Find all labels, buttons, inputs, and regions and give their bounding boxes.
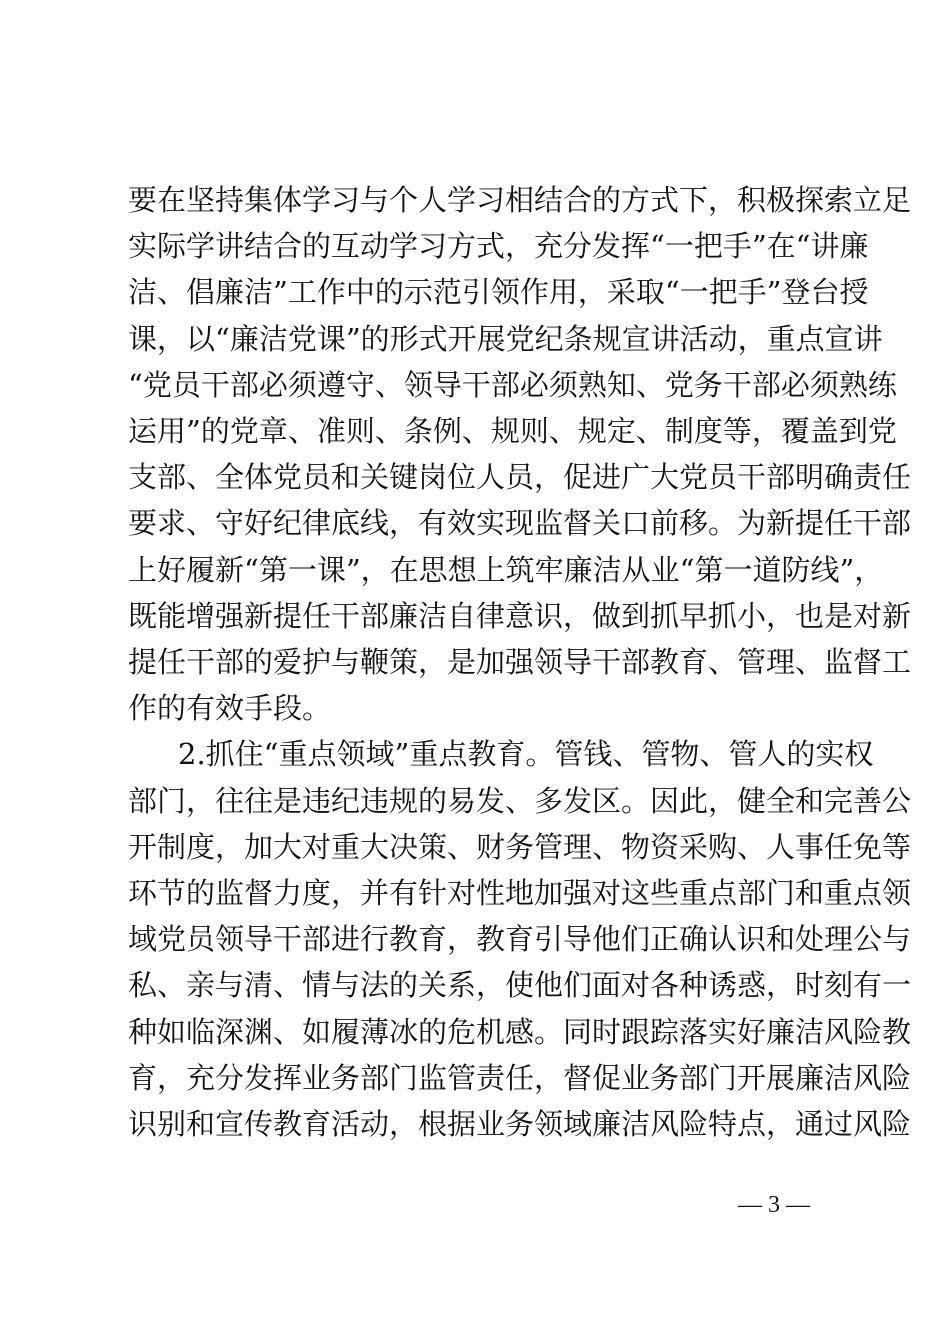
text-line: 私、亲与清、情与法的关系，使他们面对各种诱惑，时刻有一: [128, 968, 912, 1003]
text-line: 部门，往往是违纪违规的易发、多发区。因此，健全和完善公: [128, 783, 912, 818]
text-line: 育，充分发挥业务部门监管责任，督促业务部门开展廉洁风险: [128, 1060, 912, 1095]
text-line: 识别和宣传教育活动，根据业务领域廉洁风险特点，通过风险: [128, 1107, 912, 1141]
text-line: 提任干部的爱护与鞭策，是加强领导干部教育、管理、监督工: [128, 645, 912, 679]
text-line: 作的有效手段。: [128, 691, 332, 726]
text-line: 要在坚持集体学习与个人学习相结合的方式下，积极探索立足: [128, 183, 912, 217]
text-line: 环节的监督力度，并有针对性地加强对这些重点部门和重点领: [128, 876, 912, 910]
text-line: 运用”的党章、准则、条例、规则、规定、制度等，覆盖到党: [128, 414, 897, 448]
text-line: 2.抓住“重点领域”重点教育。管钱、管物、管人的实权: [178, 737, 874, 772]
text-line: 上好履新“第一课”，在思想上筑牢廉洁从业“第一道防线”，: [128, 552, 884, 587]
text-line: 课，以“廉洁党课”的形式开展党纪条规宣讲活动，重点宣讲: [128, 321, 883, 356]
text-line: 种如临深渊、如履薄冰的危机感。同时跟踪落实好廉洁风险教: [128, 1014, 912, 1049]
text-line: 要求、守好纪律底线，有效实现监督关口前移。为新提任干部: [128, 506, 912, 541]
text-line: 实际学讲结合的互动学习方式，充分发挥“一把手”在“讲廉: [128, 229, 869, 264]
text-line: 洁、倡廉洁”工作中的示范引领作用，采取“一把手”登台授: [128, 275, 869, 310]
text-line: 既能增强新提任干部廉洁自律意识，做到抓早抓小，也是对新: [128, 598, 912, 633]
text-line: 支部、全体党员和关键岗位人员，促进广大党员干部明确责任: [128, 460, 912, 495]
text-line: “党员干部必须遵守、领导干部必须熟知、党务干部必须熟练: [128, 367, 897, 402]
page-number: — 3 —: [738, 1192, 810, 1218]
text-line: 开制度，加大对重大决策、财务管理、物资采购、人事任免等: [128, 829, 912, 864]
text-line: 域党员领导干部进行教育，教育引导他们正确认识和处理公与: [128, 922, 912, 957]
